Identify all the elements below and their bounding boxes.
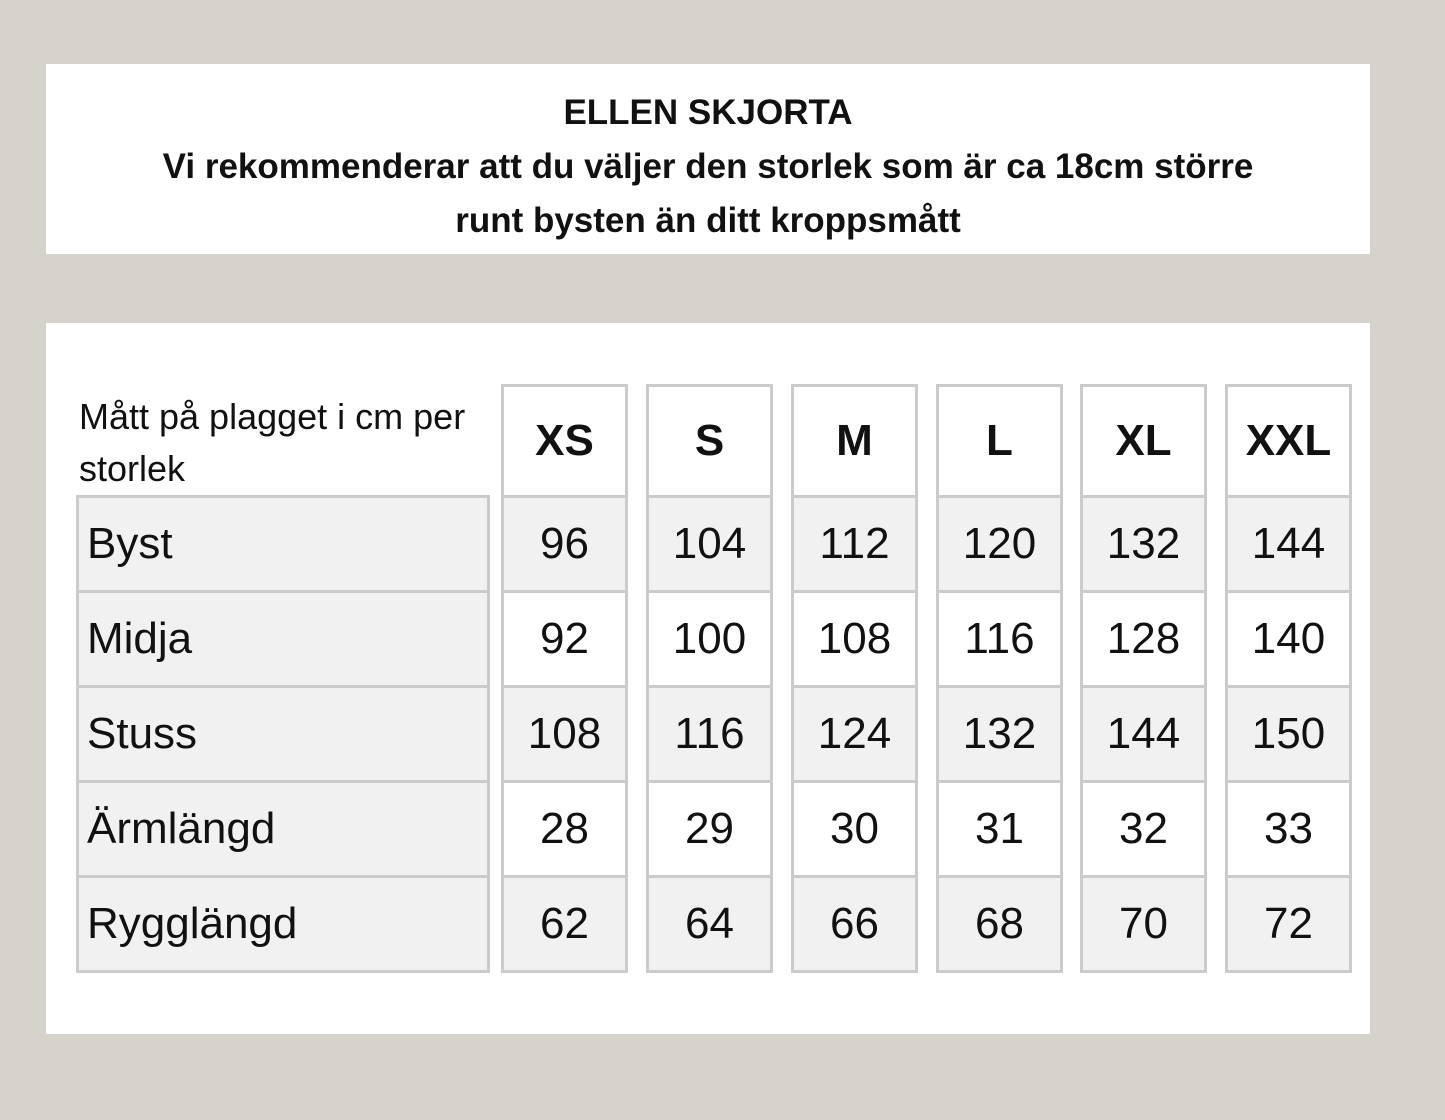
row-label-rygglangd: Rygglängd — [79, 878, 487, 970]
value-cell: 30 — [794, 783, 915, 875]
value-cell: 108 — [794, 593, 915, 685]
size-column-xs — [501, 384, 628, 973]
value-cell: 62 — [504, 878, 625, 970]
size-table-panel — [46, 323, 1370, 1034]
value-cell: 33 — [1228, 783, 1349, 875]
size-header: XXL — [1228, 387, 1349, 495]
table-caption: Mått på plagget i cm per storlek — [79, 396, 466, 489]
value-cell: 108 — [504, 688, 625, 780]
size-header: S — [649, 387, 770, 495]
product-title: ELLEN SKJORTA — [563, 93, 853, 132]
value-cell: 132 — [1083, 498, 1204, 590]
value-cell: 70 — [1083, 878, 1204, 970]
value-cell: 100 — [649, 593, 770, 685]
value-cell: 140 — [1228, 593, 1349, 685]
value-cell: 28 — [504, 783, 625, 875]
size-header: L — [939, 387, 1060, 495]
value-cell: 120 — [939, 498, 1060, 590]
size-column-m — [791, 384, 918, 973]
row-label-stuss: Stuss — [79, 688, 487, 780]
value-cell: 150 — [1228, 688, 1349, 780]
value-cell: 128 — [1083, 593, 1204, 685]
value-cell: 68 — [939, 878, 1060, 970]
value-cell: 72 — [1228, 878, 1349, 970]
value-cell: 64 — [649, 878, 770, 970]
value-cell: 124 — [794, 688, 915, 780]
value-cell: 66 — [794, 878, 915, 970]
size-header: XL — [1083, 387, 1204, 495]
row-label-armlangd: Ärmlängd — [79, 783, 487, 875]
recommendation-line-1: Vi rekommenderar att du väljer den storlek som är ca 18cm större — [162, 147, 1254, 186]
value-cell: 32 — [1083, 783, 1204, 875]
size-column-l — [936, 384, 1063, 973]
size-column-xl — [1080, 384, 1207, 973]
value-cell: 132 — [939, 688, 1060, 780]
size-header: XS — [504, 387, 625, 495]
row-label-midja: Midja — [79, 593, 487, 685]
recommendation-line-2: runt bysten än ditt kroppsmått — [455, 201, 961, 240]
measurement-label-column — [76, 495, 490, 973]
row-label-byst: Byst — [79, 498, 487, 590]
value-cell: 96 — [504, 498, 625, 590]
value-cell: 144 — [1228, 498, 1349, 590]
value-cell: 116 — [939, 593, 1060, 685]
value-cell: 104 — [649, 498, 770, 590]
value-cell: 92 — [504, 593, 625, 685]
size-column-s — [646, 384, 773, 973]
value-cell: 31 — [939, 783, 1060, 875]
size-header: M — [794, 387, 915, 495]
size-column-xxl — [1225, 384, 1352, 973]
value-cell: 29 — [649, 783, 770, 875]
value-cell: 144 — [1083, 688, 1204, 780]
value-cell: 112 — [794, 498, 915, 590]
value-cell: 116 — [649, 688, 770, 780]
header-panel — [46, 64, 1370, 254]
